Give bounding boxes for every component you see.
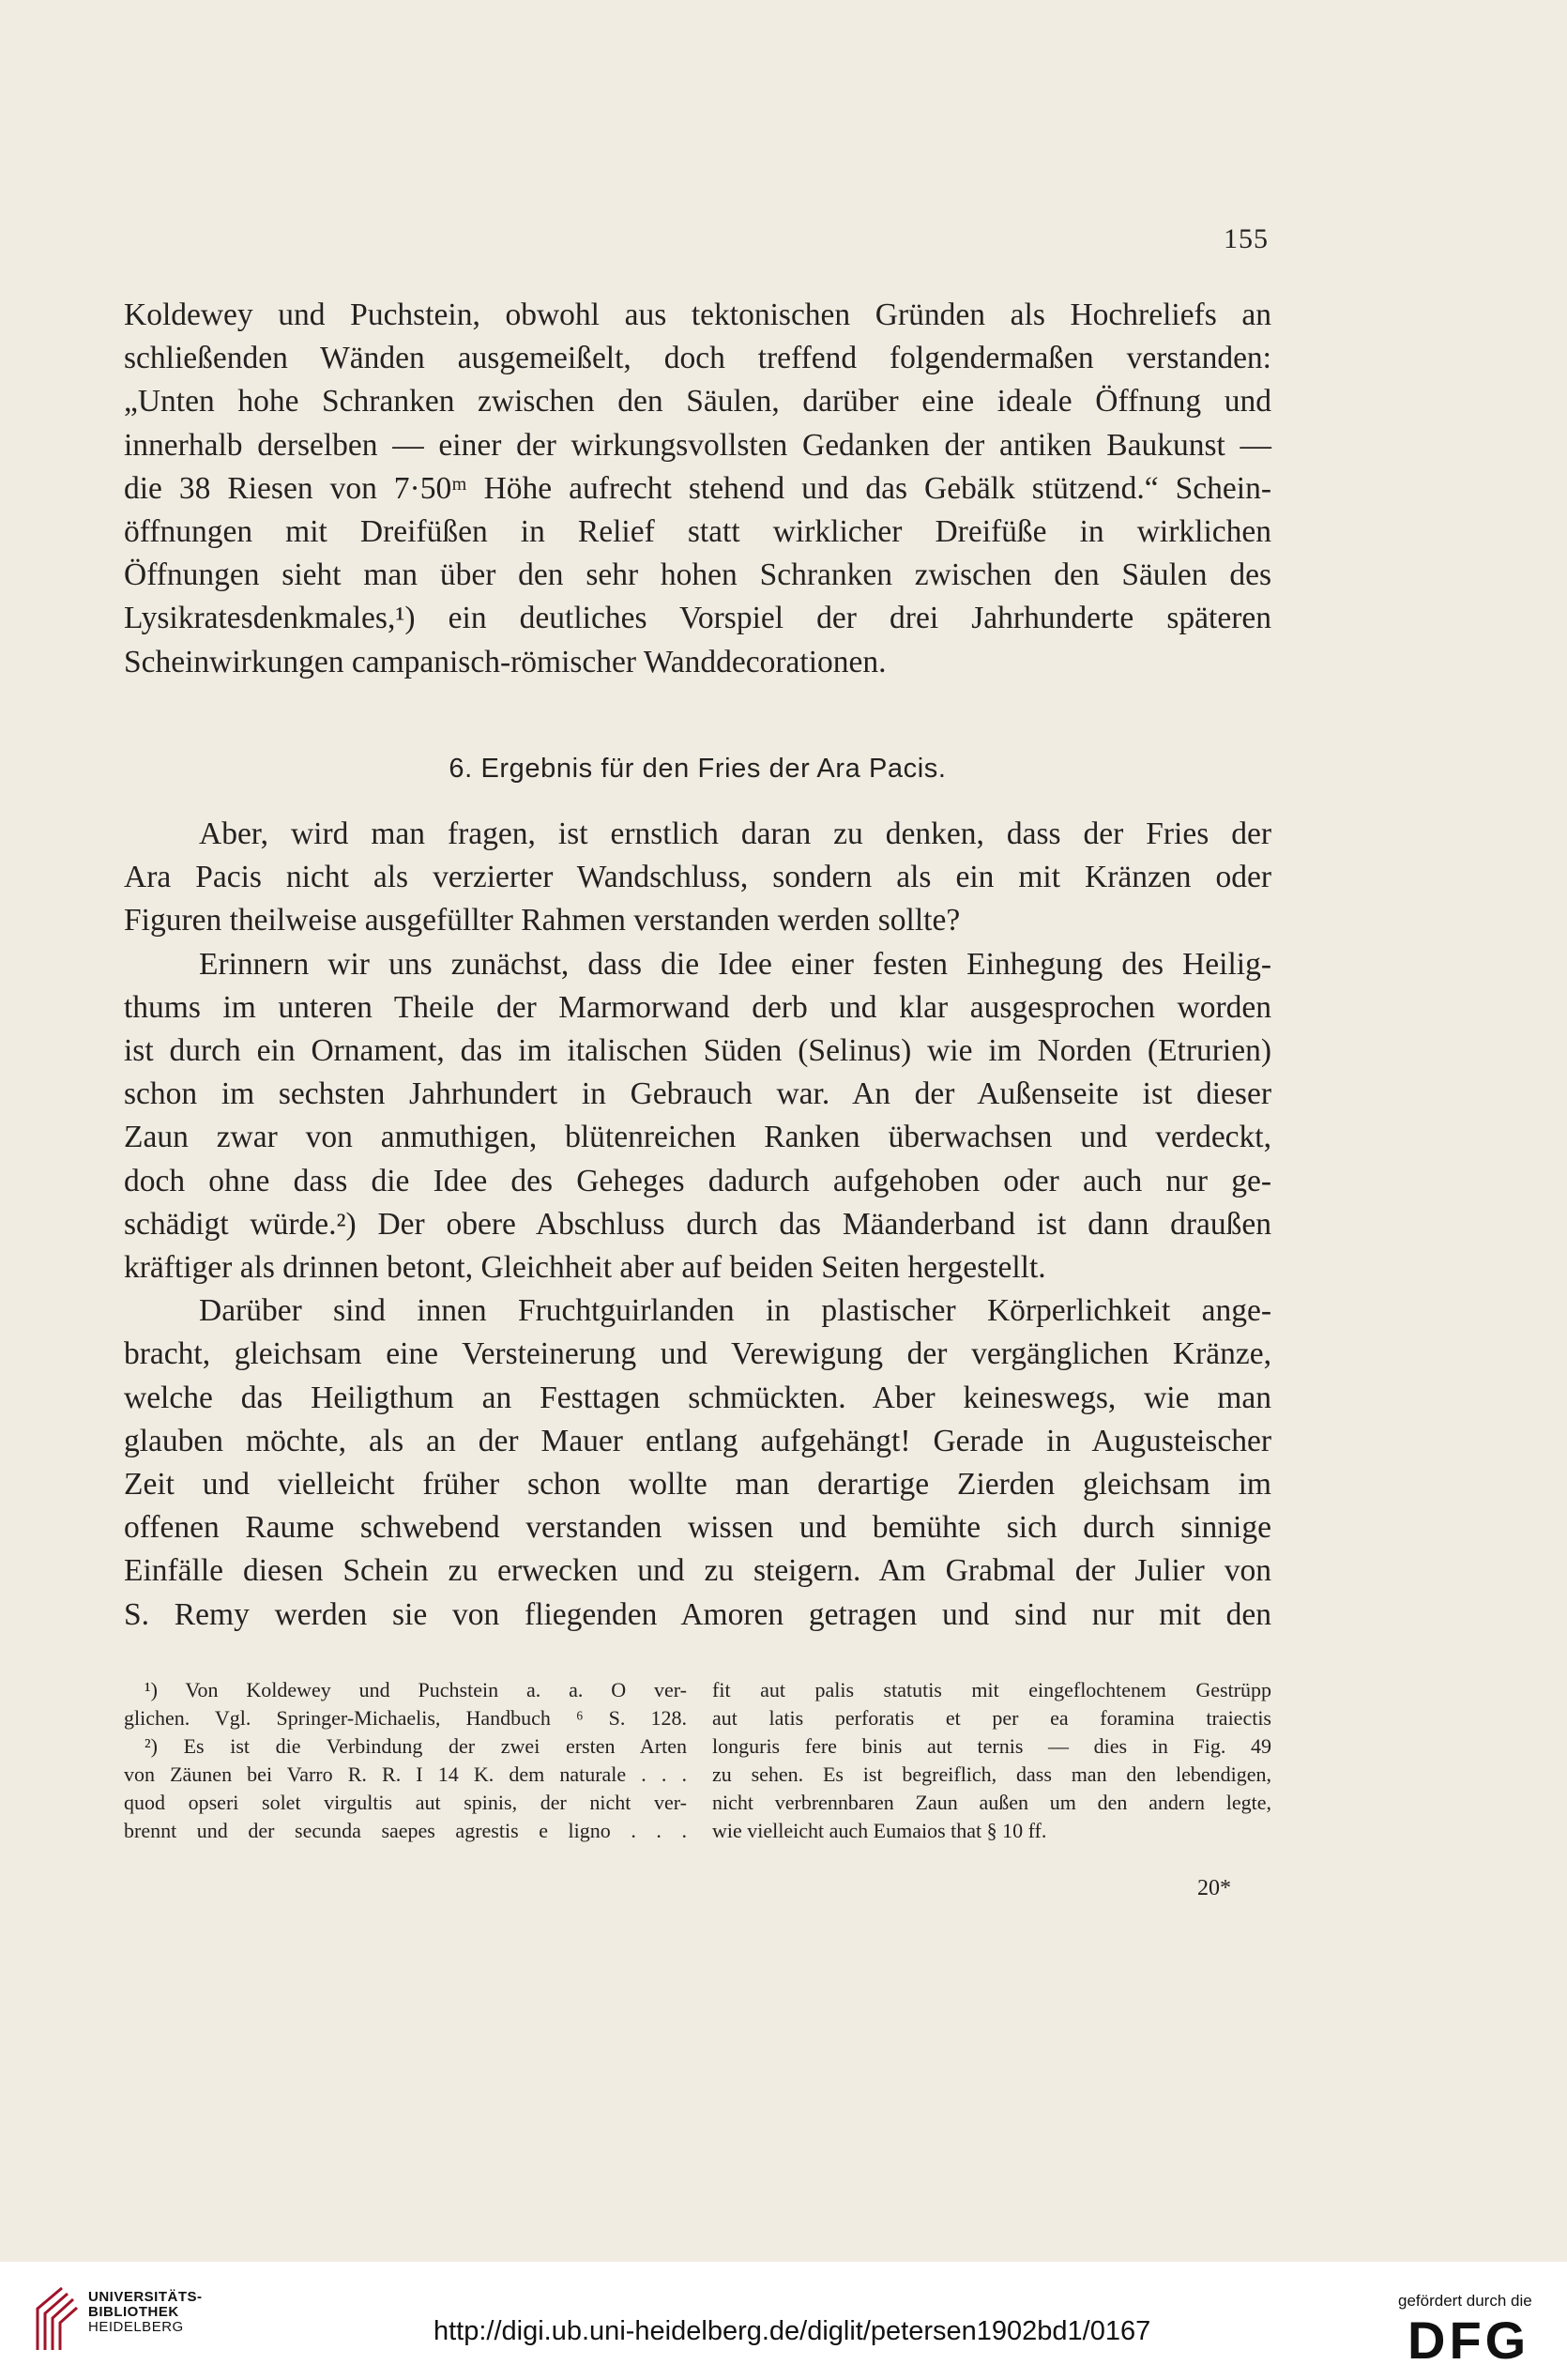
text-line: doch ohne dass die Idee des Geheges dadurch aufgehoben oder auch nur ge- — [124, 1163, 1271, 1198]
text-line: Koldewey und Puchstein, obwohl aus tektonischen Gründen als Hochreliefs an — [124, 298, 1271, 332]
footnote-line: zu sehen. Es ist begreiflich, dass man den lebendigen, — [712, 1762, 1271, 1786]
permalink-url[interactable]: http://digi.ub.uni-heidelberg.de/diglit/petersen1902bd1/0167 — [434, 2316, 1151, 2346]
text-line: Ara Pacis nicht als verzierter Wandschluss, sondern als ein mit Kränzen oder — [124, 860, 1271, 895]
text-line: „Unten hohe Schranken zwischen den Säulen, darüber eine ideale Öffnung und — [124, 384, 1271, 420]
digitization-footer — [0, 2262, 1567, 2380]
section-heading: 6. Ergebnis für den Fries der Ara Pacis. — [449, 754, 947, 784]
text-line: schädigt würde.²) Der obere Abschluss durch das Mäanderband ist dann draußen — [124, 1206, 1271, 1242]
footnote-line: fit aut palis statutis mit eingeflochtenem Gestrüpp — [712, 1678, 1271, 1701]
footnote-line: brennt und der secunda saepes agrestis e ligno . . . — [124, 1819, 687, 1842]
text-line: Darüber sind innen Fruchtguirlanden in plastischer Körperlichkeit ange- — [199, 1293, 1271, 1329]
text-line: Erinnern wir uns zunächst, dass die Idee einer festen Einhegung des Heilig- — [199, 946, 1271, 982]
paragraph-2 — [124, 813, 1271, 943]
text-line: Zaun zwar von anmuthigen, blütenreichen Ranken überwachsen und verdeckt, — [124, 1120, 1271, 1155]
footnote-line: von Zäunen bei Varro R. R. I 14 K. dem naturale . . . — [124, 1762, 687, 1786]
text-line: Figuren theilweise ausgefüllter Rahmen verstanden werden sollte? — [124, 903, 961, 938]
library-name — [88, 2290, 203, 2335]
text-line: Öffnungen sieht man über den sehr hohen Schranken zwischen den Säulen des — [124, 557, 1271, 593]
funding-label: gefördert durch die — [1398, 2292, 1532, 2310]
text-line: kräftiger als drinnen betont, Gleichheit aber auf beiden Seiten hergestellt. — [124, 1250, 1046, 1286]
section-body — [124, 813, 1271, 1637]
printer-signature: 20* — [1197, 1876, 1231, 1900]
footnote-line: nicht verbrennbaren Zaun außen um den andern legte, — [712, 1791, 1271, 1814]
text-line: Scheinwirkungen campanisch-römischer Wanddecorationen. — [124, 644, 887, 679]
text-line: schließenden Wänden ausgemeißelt, doch treffend folgendermaßen verstanden: — [124, 341, 1271, 376]
text-line: Zeit und vielleicht früher schon wollte man derartige Zierden gleichsam im — [124, 1467, 1271, 1503]
library-name-line: UNIVERSITÄTS- — [88, 2289, 203, 2305]
text-line: welche das Heiligthum an Festtagen schmückten. Aber keineswegs, wie man — [124, 1380, 1271, 1415]
footnotes-left-column — [124, 1676, 687, 1845]
text-line: thums im unteren Theile der Marmorwand derb und klar ausgesprochen worden — [124, 989, 1271, 1025]
text-line: die 38 Riesen von 7·50ᵐ Höhe aufrecht stehend und das Gebälk stützend.“ Schein- — [124, 470, 1271, 506]
footnote-line: longuris fere binis aut ternis — dies in Fig. 49 — [712, 1734, 1271, 1758]
text-line: Einfälle diesen Schein zu erwecken und zu steigern. Am Grabmal der Julier von — [124, 1553, 1271, 1589]
footnote-line: ¹) Von Koldewey und Puchstein a. a. O ver- — [145, 1678, 687, 1701]
text-line: glauben möchte, als an der Mauer entlang aufgehängt! Gerade in Augusteischer — [124, 1423, 1271, 1458]
footnote-line: glichen. Vgl. Springer-Michaelis, Handbuch ⁶ S. 128. — [124, 1706, 687, 1730]
text-line: ist durch ein Ornament, das im italischen Süden (Selinus) wie im Norden (Etrurien) — [124, 1033, 1271, 1069]
section-heading-block — [124, 747, 1271, 790]
text-line: Aber, wird man fragen, ist ernstlich daran zu denken, dass der Fries der — [199, 816, 1271, 851]
page-number: 155 — [1224, 223, 1269, 254]
paragraph-3 — [124, 943, 1271, 1290]
text-line: Lysikratesdenkmales,¹) ein deutliches Vorspiel der drei Jahrhunderte späteren — [124, 601, 1271, 636]
text-line: bracht, gleichsam eine Versteinerung und Verewigung der vergänglichen Kränze, — [124, 1336, 1271, 1372]
footnotes-right-column — [712, 1676, 1271, 1845]
footnote-line: quod opseri solet virgultis aut spinis, der nicht ver- — [124, 1791, 687, 1814]
library-name-line: HEIDELBERG — [88, 2319, 184, 2335]
text-line: innerhalb derselben — einer der wirkungsvollsten Gedanken der antiken Baukunst — — [124, 427, 1271, 463]
paragraph-1 — [124, 294, 1271, 684]
text-line: öffnungen mit Dreifüßen in Relief statt wirklicher Dreifüße in wirklichen — [124, 514, 1271, 550]
library-logo-icon — [34, 2284, 79, 2352]
dfg-logo: DFG — [1407, 2311, 1530, 2370]
paragraph-4 — [124, 1289, 1271, 1637]
library-name-line: BIBLIOTHEK — [88, 2304, 179, 2320]
footnote-line: wie vielleicht auch Eumaios that § 10 ff. — [712, 1819, 1047, 1842]
footnote-line: aut latis perforatis et per ea foramina traiectis — [712, 1706, 1271, 1730]
text-line: S. Remy werden sie von fliegenden Amoren getragen und sind nur mit den — [124, 1596, 1271, 1632]
text-line: schon im sechsten Jahrhundert in Gebrauch war. An der Außenseite ist dieser — [124, 1076, 1271, 1112]
footnote-line: ²) Es ist die Verbindung der zwei ersten Arten — [145, 1734, 687, 1758]
text-line: offenen Raume schwebend verstanden wissen und bemühte sich durch sinnige — [124, 1510, 1271, 1546]
